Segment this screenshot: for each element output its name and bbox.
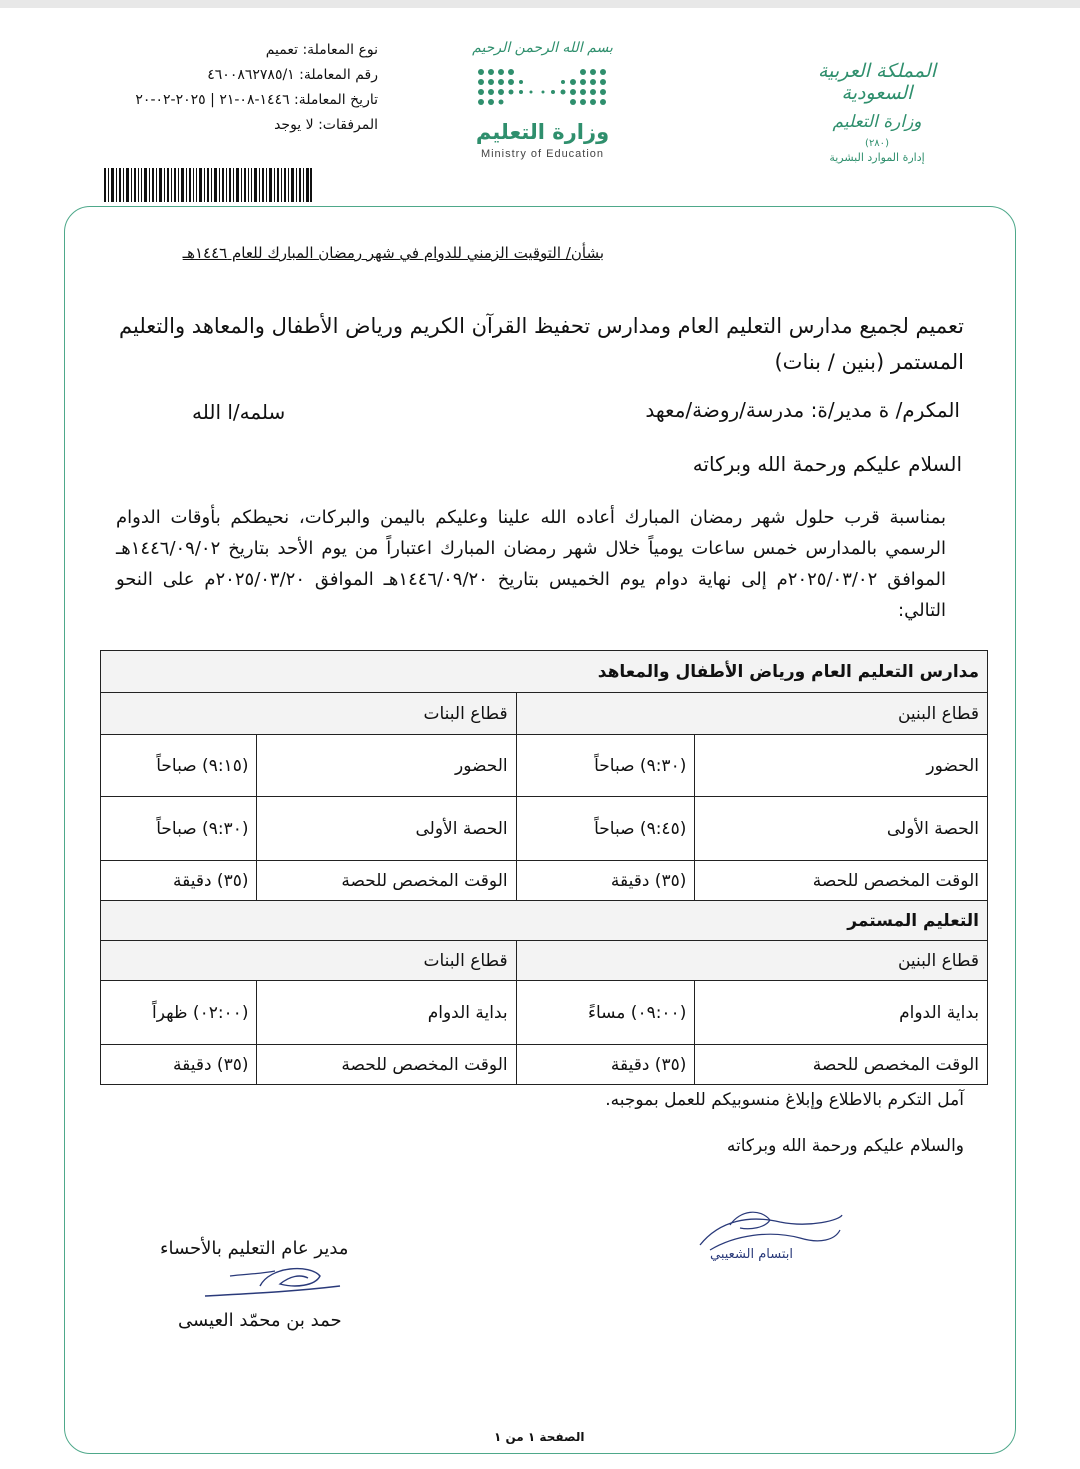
basmala: بسم الله الرحمن الرحيم (472, 40, 613, 56)
closing-request: آمل التكرم بالاطلاع وإبلاغ منسوبيكم للعمل بموجبه. (605, 1090, 964, 1110)
letter-subject: بشأن/ التوقيت الزمني للدوام في شهر رمضان المبارك للعام ١٤٤٦هـ (182, 244, 604, 262)
girls-sector-header: قطاع البنات (101, 693, 517, 735)
transaction-date: تاريخ المعاملة: ١٤٤٦-٠٨-٢١ | ٢٠٢٥-٠٢-٢٠ (135, 92, 378, 108)
boys-sector-header: قطاع البنين (516, 941, 987, 981)
transaction-attachments: المرفقات: لا يوجد (274, 117, 378, 133)
ministry-name-en: Ministry of Education (480, 148, 605, 160)
transaction-number: رقم المعاملة: ٤٦٠٠٨٦٢٧٨٥/١ (207, 67, 378, 83)
table-row (101, 735, 988, 797)
schedule-table (100, 650, 988, 1085)
section-title-general: مدارس التعليم العام ورياض الأطفال والمعاهد (101, 651, 988, 693)
barcode-icon (104, 168, 312, 202)
cell-label: بداية الدوام (257, 981, 516, 1045)
table-row (101, 651, 988, 693)
cell-value: (٠٩:٠٠) مساءً (516, 981, 695, 1045)
cell-value: (٩:٤٥) صباحاً (516, 797, 695, 861)
kingdom-name: المملكة العربية السعودية (818, 60, 936, 104)
recipient-line: المكرم/ ة مدير/ة: مدرسة/روضة/معهد (645, 398, 960, 422)
page-number: الصفحة ١ من ١ (494, 1430, 585, 1444)
director-signature (200, 1256, 350, 1306)
closing-greeting: والسلام عليكم ورحمة الله وبركاته (726, 1136, 964, 1156)
table-row (101, 981, 988, 1045)
transaction-info (38, 38, 378, 138)
cell-value: (٣٥) دقيقة (516, 861, 695, 901)
cell-value: (٣٥) دقيقة (101, 1045, 257, 1085)
cell-label: الحضور (695, 735, 988, 797)
cell-label: الوقت المخصص للحصة (257, 1045, 516, 1085)
boys-sector-header: قطاع البنين (516, 693, 987, 735)
body-paragraph: بمناسبة قرب حلول شهر رمضان المبارك أعاده الله علينا وعليكم باليمن والبركات، نحيطكم بأوقات الدوام الرسمي بالمدارس خمس ساعات يومياً خلال شهر رمضان المبارك اعتباراً من يوم الأحد بتاريخ ١٤٤٦/٠٩/٠٢هـ الموافق ٢٠٢٥/٠٣/٠٢م إلى نهاية دوام يوم الخميس بتاريخ ١٤٤٦/٠٩/٢٠هـ الموافق ٢٠٢٥/٠٣/٢٠م على النحو التالي: (116, 507, 946, 621)
stamp-name: ابتسام الشعيبي (710, 1247, 794, 1262)
director-name: حمد بن محمّد العيسى (178, 1310, 342, 1331)
table-row (101, 1045, 988, 1085)
table-row (101, 693, 988, 735)
cell-value: (٣٥) دقيقة (516, 1045, 695, 1085)
transaction-type: نوع المعاملة: تعميم (265, 42, 378, 58)
ministry-logo (460, 40, 625, 160)
cell-value: (٣٥) دقيقة (101, 861, 257, 901)
circular-heading: تعميم لجميع مدارس التعليم العام ومدارس تحفيظ القرآن الكريم ورياض الأطفال والمعاهد والتعليم المستمر (بنين / بنات) (119, 314, 964, 374)
table-row (101, 797, 988, 861)
cell-value: (٩:١٥) صباحاً (101, 735, 257, 797)
ministry-dots-icon (473, 64, 613, 114)
table-row (101, 901, 988, 941)
director-title: مدير عام التعليم بالأحساء (160, 1238, 349, 1259)
kingdom-emblem (792, 60, 962, 164)
cell-value: (٠٢:٠٠) ظهراً (101, 981, 257, 1045)
number-code: (٢٨٠) (865, 138, 889, 149)
cell-label: الحصة الأولى (695, 797, 988, 861)
cell-value: (٩:٣٠) صباحاً (101, 797, 257, 861)
ministry-script: وزارة التعليم (832, 112, 922, 132)
cell-label: الحضور (257, 735, 516, 797)
stamp-signature (690, 1200, 850, 1280)
cell-label: الوقت المخصص للحصة (257, 861, 516, 901)
table-row (101, 941, 988, 981)
cell-label: الحصة الأولى (257, 797, 516, 861)
section-title-continuing: التعليم المستمر (101, 901, 988, 941)
department-name: إدارة الموارد البشرية (829, 151, 925, 164)
blessing-text: سلمه/ا الله (192, 400, 286, 424)
girls-sector-header: قطاع البنات (101, 941, 517, 981)
table-row (101, 861, 988, 901)
cell-label: بداية الدوام (695, 981, 988, 1045)
cell-label: الوقت المخصص للحصة (695, 861, 988, 901)
ministry-name-ar: وزارة التعليم (475, 120, 610, 144)
greeting: السلام عليكم ورحمة الله وبركاته (692, 452, 962, 476)
top-edge (0, 0, 1080, 8)
cell-label: الوقت المخصص للحصة (695, 1045, 988, 1085)
cell-value: (٩:٣٠) صباحاً (516, 735, 695, 797)
